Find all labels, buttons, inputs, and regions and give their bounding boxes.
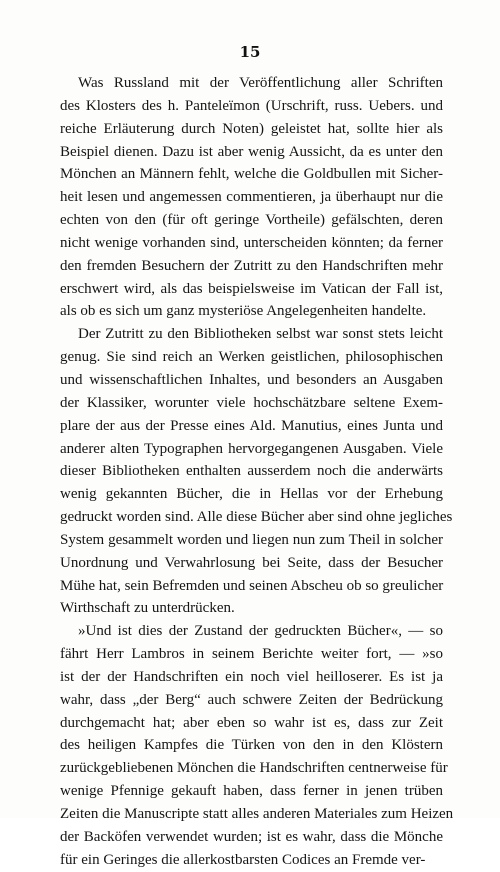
- text-line: dieser Bibliotheken enthalten ausserdem noch die anderwärts: [60, 463, 443, 480]
- text-line: Zeiten die Manuscripte statt alles anderen Materiales zum Heizen: [60, 806, 454, 822]
- text-line: und wissenschaftlichen Inhaltes, und besonders an Ausgaben: [60, 371, 443, 388]
- text-line: System gesammelt worden und liegen nun zum Theil in solcher: [60, 531, 443, 548]
- text-line: Der Zutritt zu den Bibliotheken selbst war sonst stets leicht: [78, 326, 443, 343]
- paragraph: [60, 72, 443, 323]
- text-line: durchgemacht hat; aber eben so wahr ist es, dass zur Zeit: [60, 714, 443, 731]
- text-line: heit lesen und angemessen commentieren, ja überhaupt nur die: [60, 189, 443, 206]
- text-line: gedruckt worden sind. Alle diese Bücher aber sind ohne jegliches: [60, 509, 453, 526]
- text-line: als ob es sich um ganz mysteriöse Angelegenheiten handelte.: [60, 303, 427, 320]
- text-line: Mönchen an Männern fehlt, welche die Goldbullen mit Sicher-: [60, 166, 443, 183]
- page-number: 15: [239, 43, 261, 61]
- text-line: Was Russland mit der Veröffentlichung aller Schriften: [78, 75, 443, 91]
- text-line: den fremden Besuchern der Zutritt zu den Handschriften mehr: [60, 257, 443, 274]
- text-line: Beispiel dienen. Dazu ist aber wenig Aussicht, da es unter den: [60, 143, 443, 160]
- text-line: genug. Sie sind reich an Werken geistlichen, philosophischen: [60, 349, 443, 366]
- text-line: reiche Erläuterung durch Noten) geleistet hat, sollte hier als: [60, 120, 443, 137]
- text-line: Unordnung und Verwahrlosung bei Seite, dass der Besucher: [60, 554, 443, 571]
- text-line: zurückgebliebenen Mönchen die Handschriften centnerweise für: [60, 760, 448, 777]
- text-line: wahr, dass „der Berg“ auch schwere Zeiten der Bedrückung: [60, 691, 443, 708]
- text-line: erschwert wird, als das beispielsweise im Vatican der Fall ist,: [60, 280, 443, 297]
- paragraph: [60, 620, 454, 871]
- text-line: Mühe hat, sein Befremden und seinen Abscheu ob so greulicher: [60, 577, 444, 594]
- text-line: ist der der Handschriften ein noch viel heilloserer. Es ist ja: [60, 668, 443, 685]
- body-text: [60, 72, 454, 872]
- text-line: wenig gekannten Bücher, die in Hellas vor der Erhebung: [60, 486, 443, 503]
- text-line: des Klosters des h. Panteleïmon (Urschrift, russ. Uebers. und: [60, 97, 443, 114]
- text-line: echten von den (für oft geringe Vortheile) gefälschten, deren: [60, 212, 443, 229]
- text-line: für ein Geringes die allerkostbarsten Codices an Fremde ver-: [60, 851, 426, 868]
- text-line: des heiligen Kampfes die Türken von den in den Klöstern: [60, 737, 443, 754]
- text-line: Wirthschaft zu unterdrücken.: [60, 600, 235, 617]
- text-line: der Klassiker, worunter viele hochschätzbare seltene Exem-: [60, 394, 443, 411]
- text-line: »Und ist dies der Zustand der gedruckten Bücher«, — so: [78, 623, 443, 640]
- text-line: wenige Pfennige gekauft haben, dass ferner in jenen trüben: [60, 783, 443, 800]
- text-line: der Backöfen verwendet wurden; ist es wahr, dass die Mönche: [60, 828, 443, 845]
- text-line: nicht wenige vorhanden sind, unterscheiden könnten; da ferner: [60, 234, 443, 251]
- paragraph: [60, 323, 453, 620]
- text-line: fährt Herr Lambros in seinem Berichte weiter fort, — »so: [60, 646, 443, 663]
- text-line: anderer alten Typographen hervorgegangenen Ausgaben. Viele: [60, 440, 443, 457]
- text-line: plare der aus der Presse eines Ald. Manutius, eines Junta und: [60, 417, 443, 434]
